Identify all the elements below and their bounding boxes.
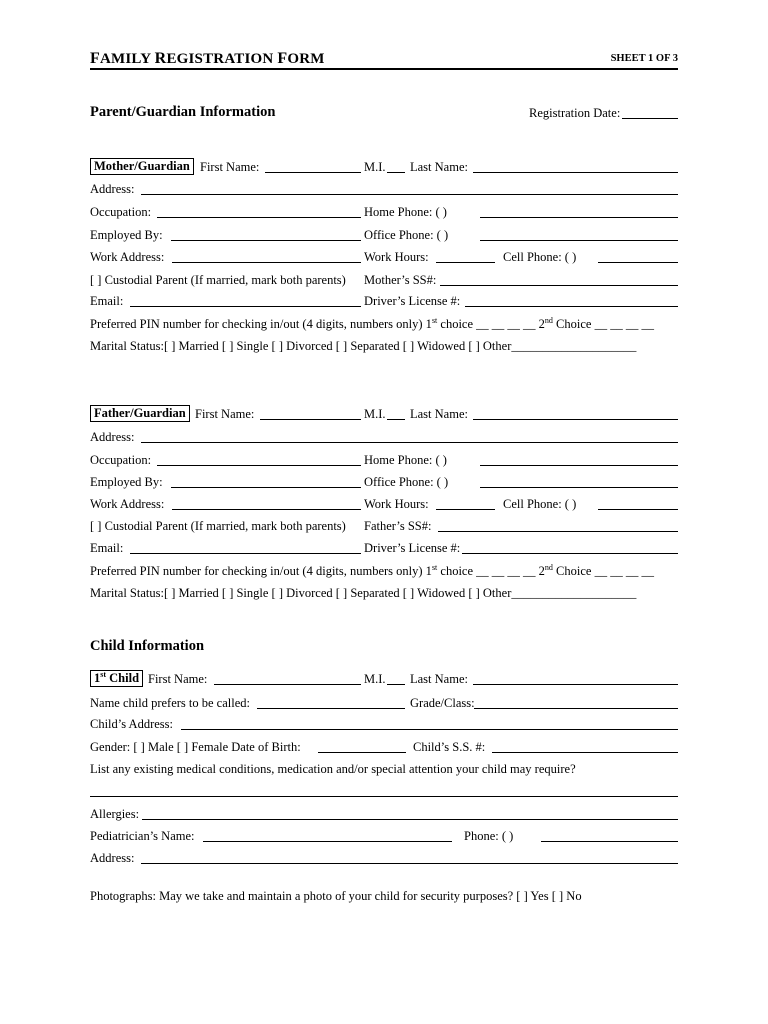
- father-office-phone-field[interactable]: [480, 487, 678, 488]
- mother-pin-choice1[interactable]: choice __ __ __ __ 2: [437, 317, 545, 331]
- father-work-address-field[interactable]: [172, 509, 361, 510]
- father-work-hours-label: Work Hours:: [364, 497, 429, 511]
- mother-pin-choice2[interactable]: Choice __ __ __ __: [552, 317, 654, 331]
- mother-first-name-label: First Name:: [200, 160, 260, 174]
- father-address-field[interactable]: [141, 442, 678, 443]
- ordinal-sup: st: [100, 670, 107, 679]
- child-dob-field[interactable]: [318, 752, 406, 753]
- title-part: EGISTRATION: [166, 51, 274, 67]
- child-box-number: 1: [94, 671, 101, 685]
- mother-occupation-field[interactable]: [157, 217, 361, 218]
- mother-address-label: Address:: [90, 182, 135, 196]
- mother-marital-status[interactable]: Marital Status:[ ] Married [ ] Single [ ] Divorced [ ] Separated [ ] Widowed [ ] Other____________________: [90, 339, 637, 353]
- father-mi-field[interactable]: [387, 419, 405, 420]
- child-ss-label: Child’s S.S. #:: [413, 740, 486, 754]
- father-cell-phone-field[interactable]: [598, 509, 678, 510]
- child-ss-field[interactable]: [492, 752, 678, 753]
- mother-cell-phone-field[interactable]: [598, 262, 678, 263]
- father-email-field[interactable]: [130, 553, 361, 554]
- mother-home-phone-label: Home Phone: ( ): [364, 205, 447, 219]
- father-last-name-label: Last Name:: [410, 407, 468, 421]
- mother-email-label: Email:: [90, 294, 124, 308]
- child-first-name-field[interactable]: [214, 684, 361, 685]
- father-home-phone-field[interactable]: [480, 465, 678, 466]
- mother-work-address-field[interactable]: [172, 262, 361, 263]
- title-letter: R: [154, 50, 167, 67]
- child-address-field[interactable]: [181, 729, 678, 730]
- pediatrician-phone-label: Phone: ( ): [464, 829, 514, 843]
- father-drivers-license-field[interactable]: [462, 553, 678, 554]
- pediatrician-name-label: Pediatrician’s Name:: [90, 829, 195, 843]
- child-grade-field[interactable]: [474, 708, 678, 709]
- father-office-phone-label: Office Phone: ( ): [364, 475, 449, 489]
- registration-date-label: Registration Date:: [529, 106, 621, 120]
- father-pin-choice2[interactable]: Choice __ __ __ __: [552, 564, 654, 578]
- child-preferred-name-label: Name child prefers to be called:: [90, 696, 250, 710]
- child-mi-label: M.I.: [364, 672, 386, 686]
- child-allergies-field[interactable]: [142, 819, 678, 820]
- child-medical-field[interactable]: [90, 796, 678, 797]
- father-cell-phone-label: Cell Phone: ( ): [503, 497, 577, 511]
- mother-work-hours-field[interactable]: [436, 262, 495, 263]
- father-custodial-checkbox[interactable]: [ ] Custodial Parent (If married, mark both parents): [90, 519, 346, 533]
- child-gender-dob[interactable]: Gender: [ ] Male [ ] Female Date of Birth:: [90, 740, 301, 754]
- mother-home-phone-field[interactable]: [480, 217, 678, 218]
- father-pin-line: [90, 564, 654, 578]
- mother-employed-by-field[interactable]: [171, 240, 361, 241]
- title-letter: F: [277, 50, 288, 67]
- father-last-name-field[interactable]: [473, 419, 678, 420]
- mother-cell-phone-label: Cell Phone: ( ): [503, 250, 577, 264]
- father-work-hours-field[interactable]: [436, 509, 495, 510]
- mother-ss-label: Mother’s SS#:: [364, 273, 437, 287]
- father-occupation-field[interactable]: [157, 465, 361, 466]
- father-ss-field[interactable]: [438, 531, 678, 532]
- father-first-name-field[interactable]: [260, 419, 361, 420]
- father-pin-choice1[interactable]: choice __ __ __ __ 2: [437, 564, 545, 578]
- child-address-label: Child’s Address:: [90, 717, 173, 731]
- child-allergies-label: Allergies:: [90, 807, 140, 821]
- father-address-label: Address:: [90, 430, 135, 444]
- ordinal-sup: nd: [544, 563, 553, 572]
- mother-ss-field[interactable]: [440, 285, 678, 286]
- ordinal-sup: st: [431, 316, 438, 325]
- father-employed-by-field[interactable]: [171, 487, 361, 488]
- father-first-name-label: First Name:: [195, 407, 255, 421]
- father-work-address-label: Work Address:: [90, 497, 165, 511]
- pediatrician-phone-field[interactable]: [541, 841, 678, 842]
- father-pin-label: Preferred PIN number for checking in/out (4 digits, numbers only) 1: [90, 564, 432, 578]
- mother-pin-line: [90, 317, 654, 331]
- title-part: AMILY: [99, 51, 151, 67]
- ordinal-sup: st: [431, 563, 438, 572]
- father-marital-status[interactable]: Marital Status:[ ] Married [ ] Single [ ] Divorced [ ] Separated [ ] Widowed [ ] Other____________________: [90, 586, 637, 600]
- child-section-title: Child Information: [90, 638, 205, 654]
- photographs-consent[interactable]: Photographs: May we take and maintain a photo of your child for security purposes? [ ] Yes [ ] No: [90, 889, 582, 903]
- child-first-name-label: First Name:: [148, 672, 208, 686]
- mother-employed-by-label: Employed By:: [90, 228, 163, 242]
- child-last-name-field[interactable]: [473, 684, 678, 685]
- child-medical-question: List any existing medical conditions, medication and/or special attention your child may require?: [90, 762, 576, 776]
- mother-office-phone-field[interactable]: [480, 240, 678, 241]
- mother-first-name-field[interactable]: [265, 172, 361, 173]
- father-employed-by-label: Employed By:: [90, 475, 163, 489]
- parent-section-title: Parent/Guardian Information: [90, 104, 276, 120]
- father-ss-label: Father’s SS#:: [364, 519, 432, 533]
- child-last-name-label: Last Name:: [410, 672, 468, 686]
- mother-address-field[interactable]: [141, 194, 678, 195]
- mother-pin-label: Preferred PIN number for checking in/out (4 digits, numbers only) 1: [90, 317, 432, 331]
- mother-custodial-checkbox[interactable]: [ ] Custodial Parent (If married, mark both parents): [90, 273, 346, 287]
- mother-last-name-label: Last Name:: [410, 160, 468, 174]
- mother-email-field[interactable]: [130, 306, 361, 307]
- first-child-box: [90, 670, 143, 687]
- child-mi-field[interactable]: [387, 684, 405, 685]
- father-occupation-label: Occupation:: [90, 453, 152, 467]
- child-preferred-name-field[interactable]: [257, 708, 405, 709]
- mother-work-hours-label: Work Hours:: [364, 250, 429, 264]
- registration-date-field[interactable]: [622, 118, 678, 119]
- mother-work-address-label: Work Address:: [90, 250, 165, 264]
- pediatrician-name-field[interactable]: [203, 841, 452, 842]
- form-title: [90, 50, 325, 68]
- mother-drivers-license-field[interactable]: [465, 306, 678, 307]
- father-home-phone-label: Home Phone: ( ): [364, 453, 447, 467]
- father-drivers-license-label: Driver’s License #:: [364, 541, 461, 555]
- title-letter: F: [90, 50, 100, 67]
- sheet-number: SHEET 1 OF 3: [610, 53, 678, 64]
- header-rule: [90, 68, 678, 70]
- title-part: ORM: [287, 51, 325, 67]
- ordinal-sup: nd: [544, 316, 553, 325]
- mother-mi-label: M.I.: [364, 160, 386, 174]
- mother-drivers-license-label: Driver’s License #:: [364, 294, 461, 308]
- mother-office-phone-label: Office Phone: ( ): [364, 228, 449, 242]
- mother-guardian-box: Mother/Guardian: [90, 158, 194, 175]
- mother-last-name-field[interactable]: [473, 172, 678, 173]
- mother-mi-field[interactable]: [387, 172, 405, 173]
- child-box-label: Child: [106, 671, 140, 685]
- child-grade-label: Grade/Class:: [410, 696, 475, 710]
- pediatrician-address-field[interactable]: [141, 863, 678, 864]
- father-guardian-box: Father/Guardian: [90, 405, 190, 422]
- father-email-label: Email:: [90, 541, 124, 555]
- pediatrician-address-label: Address:: [90, 851, 135, 865]
- mother-occupation-label: Occupation:: [90, 205, 152, 219]
- father-mi-label: M.I.: [364, 407, 386, 421]
